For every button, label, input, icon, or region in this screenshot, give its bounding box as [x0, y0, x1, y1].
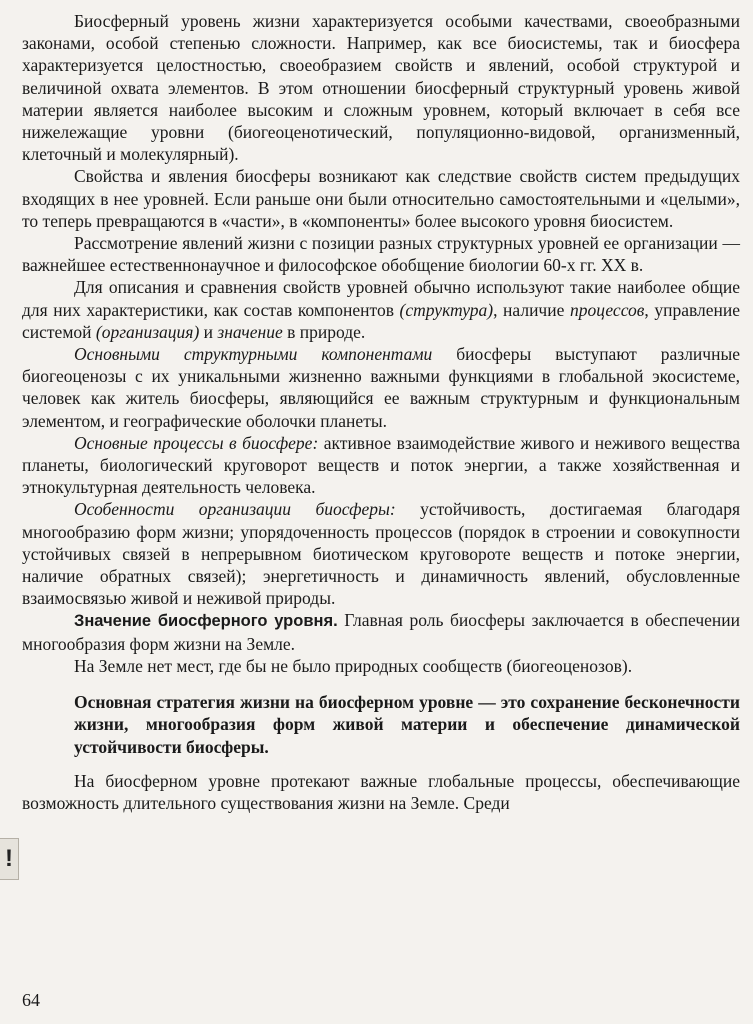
- strategy-callout: Основная стратегия жизни на биосферном уровне — это сохранение бесконечности жизни, многообразия форм живой материи и обеспечение динамической устойчивости биосферы.: [74, 692, 740, 757]
- term-structure: (структура): [399, 299, 494, 320]
- paragraph-6-rest: активное взаимодействие живого и неживого вещества планеты, биологический круговорот веществ и поток энергии, а также хозяйственная и этнокультурная деятельность человека.: [22, 432, 741, 498]
- paragraph-2: Свойства и явления биосферы возникают как следствие свойств систем предыдущих входящих в нее уровней. Если раньше они были относительно самостоятельными и «целыми», то теперь превращаются в «части», в «компоненты» более высокого уровня биосистем.: [22, 166, 740, 231]
- paragraph-4-part-i: в природе.: [282, 321, 366, 342]
- page-number: 64: [22, 990, 40, 1010]
- paragraph-8-lead: Значение биосферного уровня.: [74, 612, 338, 631]
- paragraph-7-lead: Особенности организации биосферы:: [74, 499, 396, 520]
- paragraph-8-rest: Главная роль биосферы заключается в обеспечении многообразия форм жизни на Земле.: [22, 610, 741, 654]
- paragraph-4-part-e: , управление системой: [22, 299, 740, 342]
- term-organization: (организация): [95, 321, 200, 342]
- paragraph-4-part-a: Для описания и сравнения свойств уровней обычно используют такие наиболее общие для них характеристики, как состав компонентов: [22, 277, 740, 320]
- paragraph-6-lead: Основные процессы в биосфере:: [74, 432, 319, 453]
- paragraph-8: [22, 609, 740, 654]
- paragraph-3: Рассмотрение явлений жизни с позиции разных структурных уровней ее организации — важнейшее естественнонаучное и философское обобщение биологии 60-х гг. XX в.: [22, 233, 740, 276]
- paragraph-6: [22, 432, 740, 499]
- page-body: [22, 10, 740, 814]
- paragraph-5-lead: Основными структурными компонентами: [74, 344, 433, 365]
- paragraph-1: Биосферный уровень жизни характеризуется особыми качествами, своеобразными законами, особой степенью сложности. Например, как все биосистемы, так и биосфера характеризуется целостностью, своеобразием свойств и явлений, особой структурой и величиной охвата элементов. В этом отношении биосферный структурный уровень живой материи является наиболее высоким и сложным уровнем, который включает в себя все нижележащие уровни (биогеоценотический, популяционно-видовой, организменный, клеточный и молекулярный).: [22, 11, 740, 165]
- term-processes: процессов: [569, 299, 645, 320]
- exclamation-margin-icon: !: [0, 838, 19, 880]
- paragraph-5-rest: биосферы выступают различные биогеоценозы с их уникальными жизненно важными функциями в глобальной экосистеме, человек как житель биосферы, являющийся ее важным структурным и функциональным элементом, и географические оболочки планеты.: [22, 344, 740, 431]
- paragraph-4-part-c: , наличие: [493, 299, 570, 320]
- paragraph-5: [22, 343, 740, 432]
- paragraph-9: На Земле нет мест, где бы не было природных сообществ (биогеоценозов).: [74, 655, 633, 676]
- paragraph-4-part-g: и: [199, 321, 218, 342]
- term-significance: значение: [217, 321, 283, 342]
- paragraph-7-rest: устойчивость, достигаемая благодаря многообразию форм жизни; упорядоченность процессов (порядок в строении и совокупности устойчивых связей в непрерывном биотическом круговороте веществ и потоке энергии, наличие обратных связей); энергетичность и динамичность явлений, обусловленные взаимосвязью живой и неживой природы.: [22, 499, 740, 609]
- paragraph-7: [22, 498, 740, 609]
- paragraph-4: [22, 276, 740, 343]
- paragraph-final: На биосферном уровне протекают важные глобальные процессы, обеспечивающие возможность длительного существования жизни на Земле. Среди: [22, 770, 740, 813]
